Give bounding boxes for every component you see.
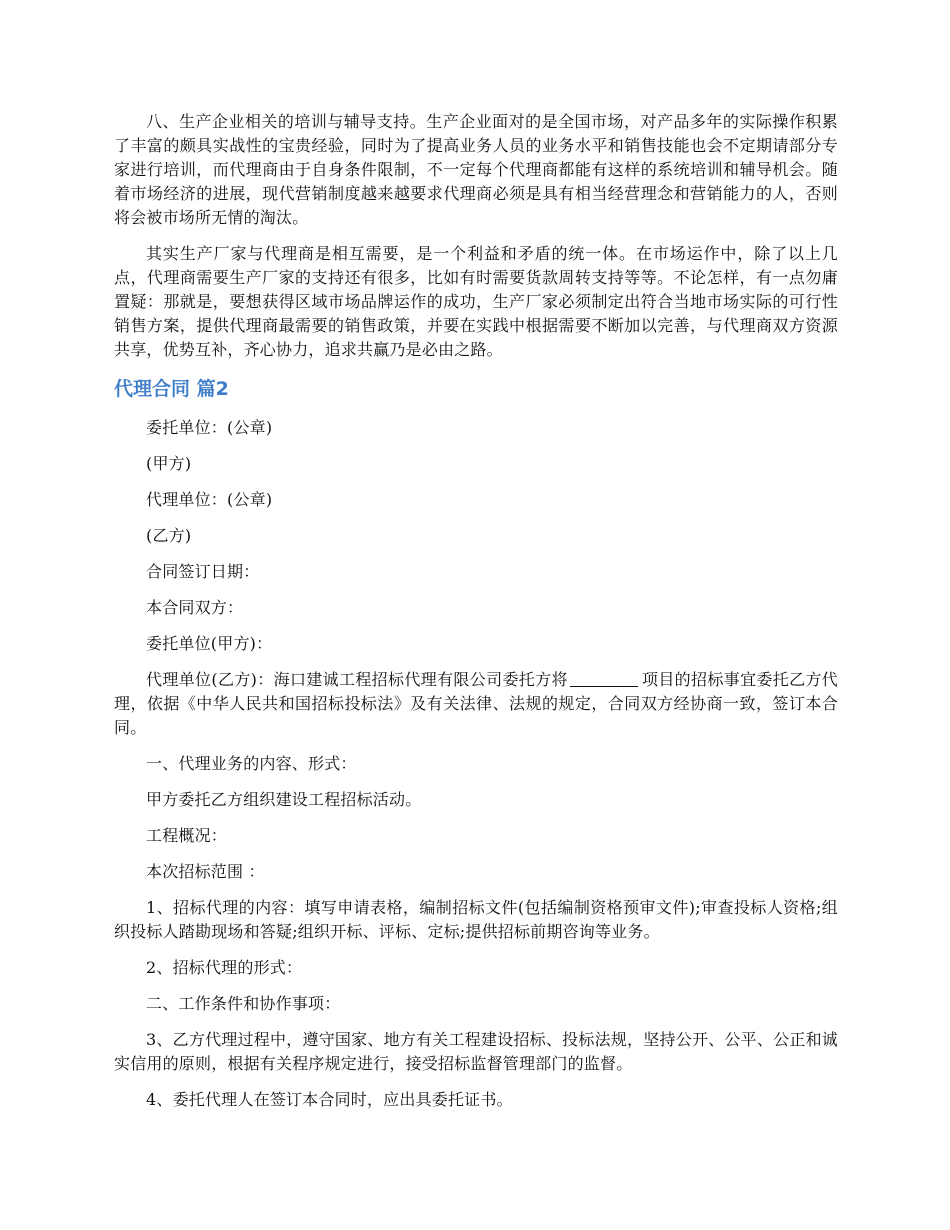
section-heading: 代理合同 篇2 <box>114 378 229 400</box>
item1-text: 甲方委托乙方组织建设工程招标活动。 <box>146 790 422 809</box>
clause-4: 4、委托代理人在签订本合同时，应出具委托证书。 <box>146 1090 513 1109</box>
clause-2: 2、招标代理的形式： <box>146 958 303 977</box>
agent-unit-line: 代理单位：(公章) <box>146 490 273 509</box>
agent-paragraph <box>114 668 838 740</box>
bid-scope-line: 本次招标范围 ： <box>146 862 265 881</box>
project-overview-line: 工程概况： <box>146 826 228 845</box>
agent-paragraph-end: 项目的招标事宜委托乙方代理，依据《中华人民共和国招标投标法》及有关法律、法规的规定，合同双方经协商一致，签订本合同。 <box>114 670 838 737</box>
item2-heading: 二、工作条件和协作事项： <box>146 994 341 1013</box>
sign-date-line: 合同签订日期： <box>146 562 260 581</box>
party-b-line: (乙方) <box>146 526 192 545</box>
clause-3: 3、乙方代理过程中，遵守国家、地方有关工程建设招标、投标法规，坚持公开、公平、公正和诚实信用的原则，根据有关程序规定进行，接受招标监督管理部门的监督。 <box>114 1030 838 1073</box>
agent-paragraph-start: 代理单位(乙方)：海口建诚工程招标代理有限公司委托方将 <box>146 670 568 689</box>
entrusting-unit-line: 委托单位：(公章) <box>146 418 273 437</box>
both-parties-line: 本合同双方： <box>146 598 244 617</box>
party-a-line: (甲方) <box>146 454 192 473</box>
item1-heading: 一、代理业务的内容、形式： <box>146 754 357 773</box>
clause-1: 1、招标代理的内容：填写申请表格，编制招标文件(包括编制资格预审文件);审查投标人资格;组织投标人踏勘现场和答疑;组织开标、评标、定标;提供招标前期咨询等业务。 <box>114 898 838 941</box>
paragraph-training-support: 八、生产企业相关的培训与辅导支持。生产企业面对的是全国市场，对产品多年的实际操作积累了丰富的颇具实战性的宝贵经验，同时为了提高业务人员的业务水平和销售技能也会不定期请部分专家进行培训，而代理商由于自身条件限制，不一定每个代理商都能有这样的系统培训和辅导机会。随着市场经济的进展，现代营销制度越来越要求代理商必须是具有相当经营理念和营销能力的人，否则将会被市场所无情的淘汰。 <box>114 112 838 227</box>
entrusting-party-a-line: 委托单位(甲方)： <box>146 634 273 653</box>
project-name-blank <box>570 670 638 687</box>
paragraph-mutual-need: 其实生产厂家与代理商是相互需要，是一个利益和矛盾的统一体。在市场运作中，除了以上几点，代理商需要生产厂家的支持还有很多，比如有时需要货款周转支持等等。不论怎样，有一点勿庸置疑：那就是，要想获得区域市场品牌运作的成功，生产厂家必须制定出符合当地市场实际的可行性销售方案，提供代理商最需要的销售政策，并要在实践中根据需要不断加以完善，与代理商双方资源共享，优势互补，齐心协力，追求共赢乃是必由之路。 <box>114 244 838 359</box>
document-body <box>114 110 838 1124</box>
